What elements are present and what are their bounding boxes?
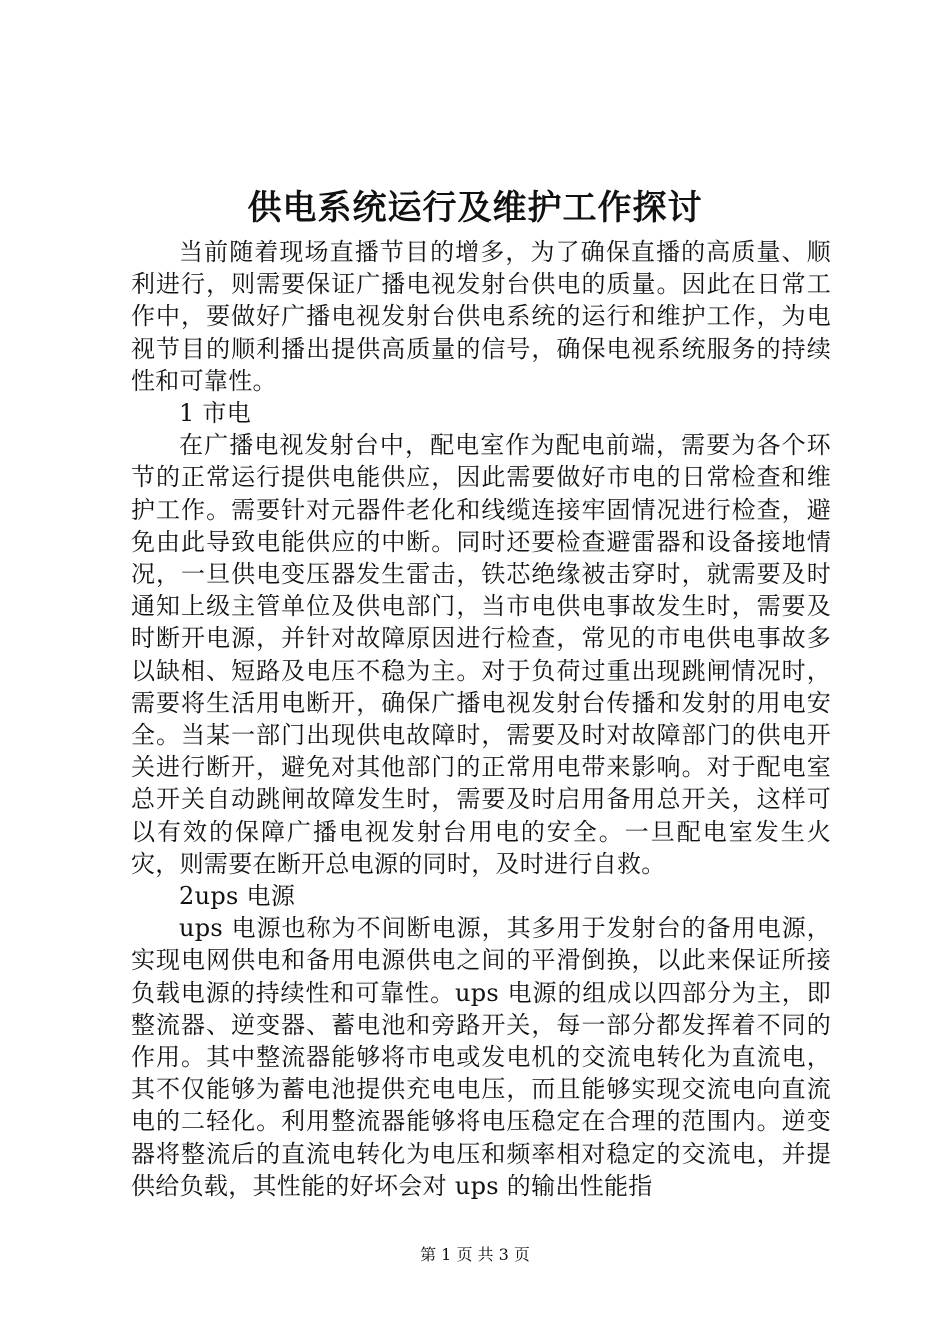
ups-power-paragraph: ups 电源也称为不间断电源，其多用于发射台的备用电源，实现电网供电和备用电源供电之间的平滑倒换，以此来保证所接负载电源的持续性和可靠性。ups 电源的组成以四部分为主，即整流器、逆变器、蓄电池和旁路开关，每一部分都发挥着不同的作用。其中整流器能够将市电或发电机的交流电转化为直流电，其不仅能够为蓄电池提供充电电压，而且能够实现交流电向直流电的二轻化。利用整流器能够将电压稳定在合理的范围内。逆变器将整流后的直流电转化为电压和频率相对稳定的交流电，并提供给负载，其性能的好坏会对 ups 的输出性能指 <box>131 914 831 1200</box>
document-title: 供电系统运行及维护工作探讨 <box>247 188 703 228</box>
intro-paragraph: 当前随着现场直播节目的增多，为了确保直播的高质量、顺利进行，则需要保证广播电视发射台供电的质量。因此在日常工作中，要做好广播电视发射台供电系统的运行和维护工作，为电视节目的顺利播出提供高质量的信号，确保电视系统服务的持续性和可靠性。 <box>131 238 831 395</box>
section-heading-ups-power: 2ups 电源 <box>179 882 296 911</box>
mains-power-paragraph: 在广播电视发射台中，配电室作为配电前端，需要为各个环节的正常运行提供电能供应，因此需要做好市电的日常检查和维护工作。需要针对元器件老化和线缆连接牢固情况进行检查，避免由此导致电能供应的中断。同时还要检查避雷器和设备接地情况，一旦供电变压器发生雷击，铁芯绝缘被击穿时，就需要及时通知上级主管单位及供电部门，当市电供电事故发生时，需要及时断开电源，并针对故障原因进行检查，常见的市电供电事故多以缺相、短路及电压不稳为主。对于负荷过重出现跳闸情况时，需要将生活用电断开，确保广播电视发射台传播和发射的用电安全。当某一部门出现供电故障时，需要及时对故障部门的供电开关进行断开，避免对其他部门的正常用电带来影响。对于配电室总开关自动跳闸故障发生时，需要及时启用备用总开关，这样可以有效的保障广播电视发射台用电的安全。一旦配电室发生火灾，则需要在断开总电源的同时，及时进行自救。 <box>131 431 831 878</box>
section-heading-mains-power: 1 市电 <box>179 399 252 428</box>
document-body <box>131 236 831 1202</box>
page-footer: 第 1 页 共 3 页 <box>420 1245 530 1264</box>
